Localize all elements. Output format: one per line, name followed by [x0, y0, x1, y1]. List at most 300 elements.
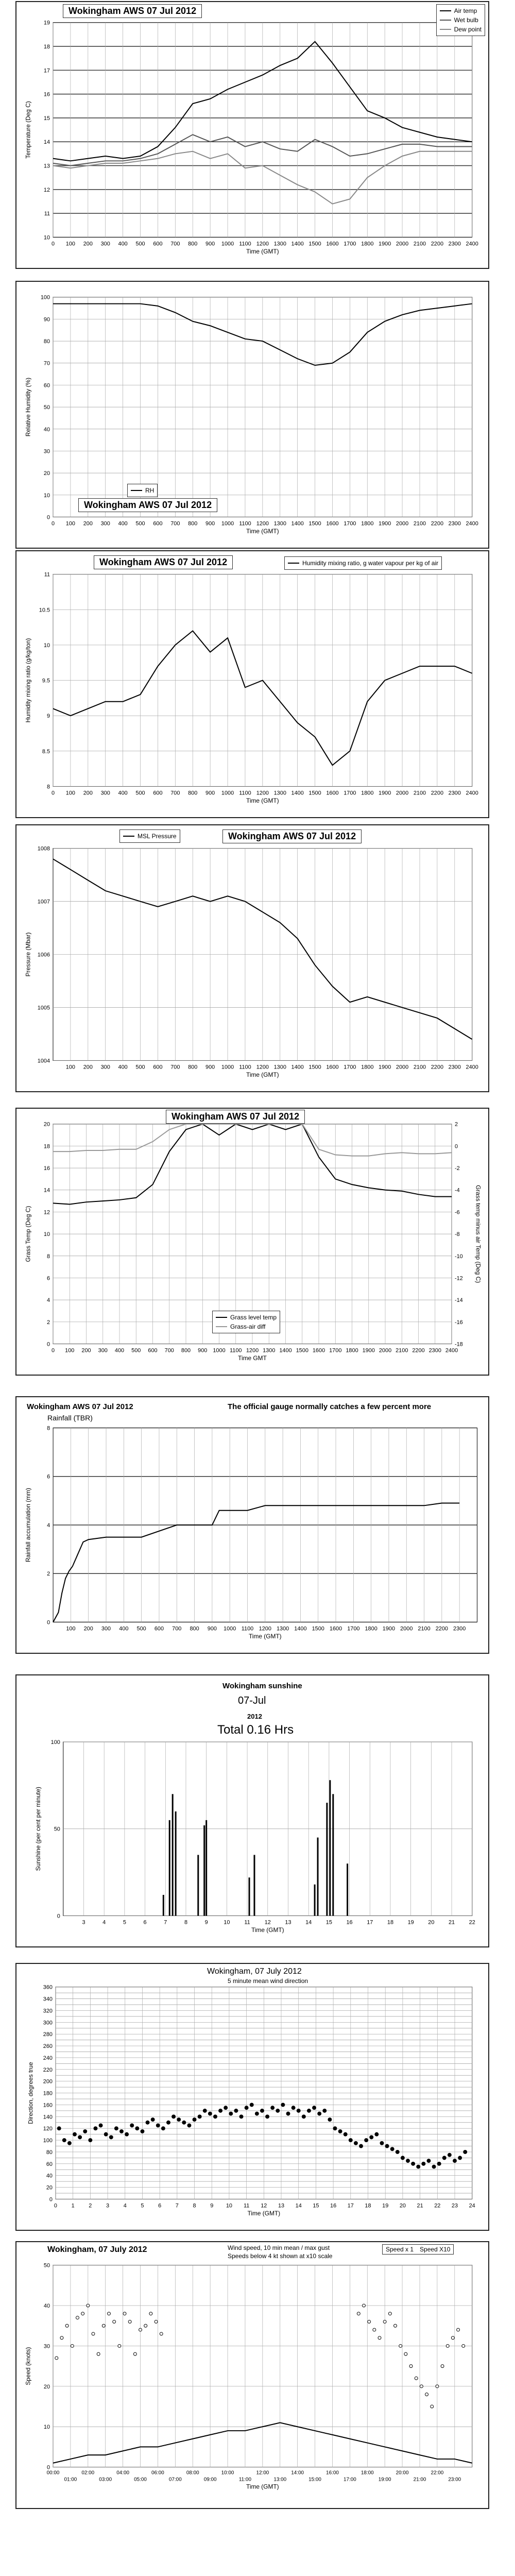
dir-point	[432, 2165, 436, 2168]
pres-ytick-label: 1006	[37, 952, 50, 958]
dir-point	[78, 2136, 82, 2139]
speed-point	[425, 2393, 428, 2396]
dir-point	[177, 2118, 181, 2122]
dir-point	[338, 2129, 342, 2133]
dir-ytick-label: 240	[43, 2055, 53, 2061]
grass-y2tick-label: -8	[454, 1231, 460, 1238]
wind-direction-plot	[16, 1964, 488, 2230]
dir-point	[214, 2115, 217, 2119]
dir-ytick-label: 220	[43, 2066, 53, 2073]
speed-point	[128, 2320, 131, 2323]
temp-xtick-label: 1700	[344, 241, 356, 247]
dir-xtick-label: 15	[313, 2202, 319, 2209]
rh-ytick-label: 90	[43, 316, 50, 323]
mix-xtick-label: 2000	[396, 790, 409, 796]
dir-ytick-label: 260	[43, 2043, 53, 2050]
mix-xtick-label: 600	[153, 790, 163, 796]
temp-xtick-label: 300	[100, 241, 110, 247]
rh-xtick-label: 1700	[344, 520, 356, 527]
grass-xtick-label: 1800	[346, 1347, 358, 1354]
dir-xtick-label: 24	[469, 2202, 475, 2209]
mix-xtick-label: 400	[118, 790, 128, 796]
rh-ytick-label: 10	[43, 492, 50, 499]
grass-ytick-label: 0	[46, 1341, 50, 1348]
sunshine-subtitle: 07-Jul	[238, 1695, 266, 1706]
grass-xtick-label: 1200	[246, 1347, 259, 1354]
dir-point	[114, 2127, 118, 2130]
rain-xtick-label: 1600	[329, 1625, 342, 1632]
mix-ytick-label: 9.5	[42, 677, 50, 684]
sun-xtick-label: 13	[285, 1919, 291, 1926]
grass-xtick-label: 500	[131, 1347, 141, 1354]
temp-ytick-label: 16	[43, 91, 50, 98]
speed-point	[154, 2320, 158, 2323]
legend-rh: RH	[145, 487, 154, 494]
grass-xtick-label: 200	[81, 1347, 91, 1354]
wind-speed-title: Wokingham, 07 July 2012	[47, 2245, 147, 2254]
rain-xtick-label: 100	[66, 1625, 76, 1632]
dir-xtick-label: 13	[278, 2202, 285, 2209]
sun-bar	[203, 1825, 205, 1916]
speed-point	[357, 2312, 360, 2315]
dir-point	[422, 2162, 425, 2165]
speed-point	[139, 2328, 142, 2331]
sun-xtick-label: 9	[204, 1919, 208, 1926]
grass-y2tick-label: -14	[454, 1297, 463, 1304]
rain-xtick-label: 700	[172, 1625, 182, 1632]
temp-ytick-label: 18	[43, 43, 50, 50]
mix-xtick-label: 700	[170, 790, 180, 796]
speed-point	[65, 2324, 68, 2327]
dir-point	[187, 2124, 191, 2127]
pres-xtick-label: 300	[100, 1064, 110, 1071]
dir-point	[193, 2118, 196, 2122]
dir-xtick-label: 18	[365, 2202, 371, 2209]
humidity-title: Wokingham AWS 07 Jul 2012	[78, 498, 217, 512]
temp-ytick-label: 12	[43, 187, 50, 193]
dir-xtick-label: 0	[54, 2202, 58, 2209]
rain-xtick-label: 2000	[400, 1625, 413, 1632]
rh-xtick-label: 1100	[239, 520, 251, 527]
speed-xtick-label: 01:00	[64, 2477, 77, 2483]
dir-point	[151, 2118, 154, 2122]
dir-point	[453, 2159, 457, 2163]
temp-xtick-label: 200	[83, 241, 93, 247]
dir-ytick-label: 180	[43, 2090, 53, 2097]
dir-point	[286, 2112, 290, 2115]
rain-ytick-label: 8	[47, 1425, 50, 1432]
temp-ytick-label: 14	[43, 139, 50, 146]
dir-point	[297, 2109, 300, 2112]
rain-ytick-label: 0	[47, 1619, 50, 1626]
speed-ytick-label: 30	[43, 2343, 50, 2350]
speed-point	[149, 2312, 152, 2315]
grass-xtick-label: 0	[51, 1347, 55, 1354]
grass-y2tick-label: -6	[454, 1209, 460, 1216]
speed-point	[415, 2377, 418, 2380]
pres-xtick-label: 1800	[361, 1064, 374, 1071]
speed-xtick-label: 14:00	[291, 2470, 304, 2476]
grass-y2tick-label: -18	[454, 1341, 463, 1348]
grass-xtick-label: 1100	[230, 1347, 242, 1354]
temp-ytick-label: 19	[43, 20, 50, 26]
mix-xtick-label: 1500	[308, 790, 321, 796]
grass-ytick-label: 8	[46, 1253, 50, 1260]
dir-xtick-label: 20	[399, 2202, 406, 2209]
dir-point	[448, 2153, 451, 2157]
temp-xtick-label: 1800	[361, 241, 374, 247]
temp-xtick-label: 1900	[379, 241, 391, 247]
rh-xtick-label: 1200	[256, 520, 269, 527]
rh-xtick-label: 1400	[291, 520, 304, 527]
dir-xtick-label: 22	[434, 2202, 441, 2209]
wind-direction-title: Wokingham, 07 July 2012	[207, 1967, 302, 1976]
dir-xtick-label: 10	[226, 2202, 233, 2209]
rainfall-plot	[16, 1397, 488, 1653]
speed-point	[92, 2332, 95, 2335]
dir-point	[89, 2139, 92, 2142]
dir-point	[417, 2165, 420, 2168]
legend-msl-pressure: MSL Pressure	[138, 833, 177, 840]
rh-ytick-label: 80	[43, 338, 50, 345]
rain-xtick-label: 1400	[294, 1625, 307, 1632]
grass-xtick-label: 900	[198, 1347, 208, 1354]
dir-point	[167, 2121, 170, 2124]
speed-xtick-label: 00:00	[46, 2470, 60, 2476]
pres-ytick-label: 1004	[37, 1058, 50, 1064]
grass-ytick-label: 18	[43, 1143, 50, 1150]
legend-wet-bulb: Wet bulb	[454, 16, 478, 24]
rainfall-note: The official gauge normally catches a few percent more	[228, 1402, 432, 1411]
temp-ytick-label: 15	[43, 115, 50, 122]
mix-xtick-label: 200	[83, 790, 93, 796]
dir-xtick-label: 3	[106, 2202, 110, 2209]
speed-xtick-label: 20:00	[396, 2470, 409, 2476]
wind-speed-plot	[16, 2242, 488, 2508]
speed-point	[133, 2352, 136, 2355]
speed-point	[462, 2344, 465, 2347]
grass-xtick-label: 2300	[428, 1347, 441, 1354]
legend-speed-x1: Speed x 1	[386, 2246, 414, 2253]
temp-xtick-label: 1200	[256, 241, 269, 247]
speed-ylabel: Speed (knots)	[24, 2347, 32, 2385]
mix-ytick-label: 8	[46, 784, 50, 790]
dir-point	[442, 2156, 446, 2160]
temp-xtick-label: 2000	[396, 241, 409, 247]
legend-air-temp: Air temp	[454, 7, 477, 14]
grass-xtick-label: 600	[148, 1347, 158, 1354]
dir-point	[229, 2112, 233, 2115]
rain-ytick-label: 4	[47, 1522, 50, 1529]
rain-ytick-label: 2	[47, 1571, 50, 1578]
grass-y2tick-label: -12	[454, 1275, 463, 1282]
pres-ytick-label: 1005	[37, 1005, 50, 1011]
mix-xtick-label: 1000	[221, 790, 234, 796]
dir-ytick-label: 0	[49, 2196, 53, 2203]
dir-point	[94, 2127, 97, 2130]
sun-xtick-label: 6	[143, 1919, 147, 1926]
sun-bar	[175, 1811, 177, 1916]
mix-ytick-label: 11	[44, 571, 50, 578]
rh-xtick-label: 1500	[308, 520, 321, 527]
mix-xtick-label: 800	[188, 790, 198, 796]
dir-ytick-label: 20	[46, 2184, 53, 2191]
speed-xtick-label: 18:00	[360, 2470, 374, 2476]
speed-xtick-label: 04:00	[116, 2470, 130, 2476]
rh-ytick-label: 40	[43, 426, 50, 433]
rain-xtick-label: 1000	[224, 1625, 236, 1632]
dir-point	[406, 2159, 410, 2163]
dir-ytick-label: 300	[43, 2020, 53, 2026]
grass-xtick-label: 400	[114, 1347, 125, 1354]
dir-point	[260, 2109, 264, 2112]
dir-point	[385, 2144, 389, 2148]
legend-speed-x10: Speed X10	[420, 2246, 451, 2253]
pres-xtick-label: 2400	[466, 1064, 478, 1071]
grass-xtick-label: 100	[65, 1347, 75, 1354]
rh-xlabel: Time (GMT)	[246, 528, 279, 535]
speed-xtick-label: 06:00	[151, 2470, 164, 2476]
mix-xtick-label: 1600	[326, 790, 339, 796]
sun-xtick-label: 17	[367, 1919, 373, 1926]
temp-xtick-label: 1400	[291, 241, 304, 247]
rh-xtick-label: 900	[205, 520, 215, 527]
sun-bar	[329, 1780, 331, 1916]
dir-ytick-label: 320	[43, 2008, 53, 2014]
grass-y2tick-label: -16	[454, 1319, 463, 1326]
speed-xtick-label: 19:00	[378, 2477, 391, 2483]
dir-point	[291, 2106, 295, 2110]
sun-bar	[332, 1794, 334, 1916]
dir-xtick-label: 21	[417, 2202, 423, 2209]
rh-xtick-label: 1000	[221, 520, 234, 527]
mixing-ratio-title: Wokingham AWS 07 Jul 2012	[94, 555, 233, 569]
rain-xtick-label: 1700	[347, 1625, 360, 1632]
speed-point	[97, 2352, 100, 2355]
speed-xtick-label: 15:00	[308, 2477, 321, 2483]
pres-ylabel: Pressure (Mbar)	[24, 932, 32, 977]
pres-xtick-label: 900	[205, 1064, 215, 1071]
rh-xtick-label: 1600	[326, 520, 339, 527]
rain-xtick-label: 300	[101, 1625, 111, 1632]
dir-point	[318, 2112, 321, 2115]
grass-xtick-label: 1400	[279, 1347, 292, 1354]
speed-xtick-label: 11:00	[238, 2477, 251, 2483]
sun-bar	[314, 1885, 316, 1916]
dir-point	[224, 2106, 228, 2110]
mix-xtick-label: 100	[65, 790, 76, 796]
sun-xtick-label: 20	[428, 1919, 435, 1926]
speed-xtick-label: 05:00	[134, 2477, 147, 2483]
pres-xtick-label: 400	[118, 1064, 128, 1071]
dir-ytick-label: 200	[43, 2078, 53, 2085]
rh-xtick-label: 300	[100, 520, 110, 527]
dir-xlabel: Time (GMT)	[247, 2210, 281, 2217]
dir-point	[390, 2147, 394, 2151]
pres-xtick-label: 1500	[308, 1064, 321, 1071]
speed-xtick-label: 12:00	[256, 2470, 269, 2476]
speed-point	[388, 2312, 391, 2315]
rh-xtick-label: 800	[188, 520, 198, 527]
temp-xtick-label: 900	[205, 241, 215, 247]
temp-xtick-label: 2300	[448, 241, 461, 247]
grass-y2tick-label: 2	[454, 1121, 458, 1128]
speed-point	[71, 2344, 74, 2347]
dir-point	[83, 2129, 87, 2133]
pressure-title: Wokingham AWS 07 Jul 2012	[222, 829, 362, 843]
mix-ytick-label: 10.5	[39, 607, 50, 614]
sun-xtick-label: 7	[164, 1919, 167, 1926]
mix-xtick-label: 1200	[256, 790, 269, 796]
dir-point	[245, 2106, 248, 2110]
speed-xtick-label: 09:00	[203, 2477, 217, 2483]
grass-ytick-label: 10	[43, 1231, 50, 1238]
dir-point	[375, 2132, 379, 2136]
temp-xtick-label: 1600	[326, 241, 339, 247]
dir-point	[370, 2136, 373, 2139]
sun-xtick-label: 11	[244, 1919, 250, 1926]
sunshine-chart	[15, 1674, 489, 1947]
dir-point	[464, 2150, 467, 2154]
dir-ytick-label: 140	[43, 2114, 53, 2121]
pres-xtick-label: 1300	[273, 1064, 286, 1071]
rh-xtick-label: 600	[153, 520, 163, 527]
speed-xlabel: Time (GMT)	[246, 2483, 279, 2490]
dir-point	[333, 2127, 337, 2130]
grass-y2tick-label: -4	[454, 1187, 460, 1194]
temp-ytick-label: 11	[44, 211, 50, 217]
grass-temp-chart	[15, 1108, 489, 1376]
speed-xtick-label: 02:00	[81, 2470, 95, 2476]
dir-xtick-label: 5	[141, 2202, 144, 2209]
speed-xtick-label: 16:00	[326, 2470, 339, 2476]
speed-xtick-label: 08:00	[186, 2470, 199, 2476]
dir-ylabel: Direction, degrees true	[27, 2062, 35, 2124]
grass-ytick-label: 2	[46, 1319, 50, 1326]
dir-point	[182, 2121, 186, 2124]
dir-point	[104, 2132, 108, 2136]
temp-xtick-label: 1500	[308, 241, 321, 247]
dir-point	[458, 2156, 462, 2160]
sun-xtick-label: 21	[448, 1919, 455, 1926]
pressure-chart	[15, 824, 489, 1092]
mix-xtick-label: 1700	[344, 790, 356, 796]
speed-point	[60, 2336, 63, 2340]
speed-point	[436, 2385, 439, 2388]
dir-point	[401, 2156, 404, 2160]
temp-xtick-label: 500	[135, 241, 145, 247]
mixing-ratio-chart	[15, 550, 489, 818]
dir-point	[203, 2109, 207, 2112]
grass-ytick-label: 12	[43, 1209, 50, 1216]
dir-xtick-label: 7	[175, 2202, 179, 2209]
sun-bar	[205, 1820, 207, 1916]
dir-xtick-label: 11	[243, 2202, 250, 2209]
temp-ylabel: Temperature (Deg C)	[24, 101, 32, 159]
rh-ytick-label: 100	[40, 294, 50, 301]
sun-xtick-label: 10	[224, 1919, 230, 1926]
speed-point	[102, 2324, 105, 2327]
temp-xtick-label: 800	[188, 241, 198, 247]
speed-point	[446, 2344, 449, 2347]
mix-xtick-label: 900	[205, 790, 215, 796]
sun-xtick-label: 22	[469, 1919, 475, 1926]
mix-ytick-label: 9	[46, 713, 50, 720]
dir-xtick-label: 14	[295, 2202, 302, 2209]
dir-point	[271, 2106, 274, 2110]
dir-ytick-label: 160	[43, 2102, 53, 2109]
dir-point	[281, 2103, 285, 2107]
dir-point	[135, 2127, 139, 2130]
dir-xtick-label: 9	[210, 2202, 214, 2209]
grass-xtick-label: 1600	[312, 1347, 325, 1354]
rain-xtick-label: 800	[190, 1625, 199, 1632]
grass-xtick-label: 2400	[445, 1347, 458, 1354]
temp-xtick-label: 2400	[466, 241, 478, 247]
rh-xtick-label: 700	[170, 520, 180, 527]
dir-ytick-label: 100	[43, 2138, 53, 2144]
grass-xtick-label: 1300	[263, 1347, 276, 1354]
speed-xtick-label: 21:00	[413, 2477, 426, 2483]
sun-ytick-label: 0	[57, 1913, 60, 1920]
grass-xtick-label: 1900	[362, 1347, 375, 1354]
sun-bar	[172, 1794, 174, 1916]
sun-bar	[326, 1803, 328, 1916]
sun-xtick-label: 19	[407, 1919, 414, 1926]
grass-ytick-label: 20	[43, 1121, 50, 1128]
rh-xtick-label: 400	[118, 520, 128, 527]
dir-point	[276, 2109, 280, 2112]
speed-ytick-label: 20	[43, 2383, 50, 2390]
dir-point	[146, 2121, 149, 2124]
grass-xtick-label: 800	[181, 1347, 191, 1354]
speed-xtick-label: 17:00	[343, 2477, 356, 2483]
dir-point	[313, 2106, 316, 2110]
dir-point	[198, 2115, 201, 2119]
pres-xtick-label: 700	[170, 1064, 180, 1071]
grass-xtick-label: 1000	[213, 1347, 226, 1354]
wind-speed-chart	[15, 2241, 489, 2509]
rain-xtick-label: 1200	[259, 1625, 271, 1632]
mix-xtick-label: 1800	[361, 790, 374, 796]
dir-point	[255, 2112, 259, 2115]
rain-xtick-label: 400	[119, 1625, 129, 1632]
dir-xtick-label: 19	[382, 2202, 389, 2209]
speed-point	[378, 2336, 381, 2340]
speed-xtick-label: 07:00	[168, 2477, 182, 2483]
sun-ylabel: Sunshine (per cent per minute)	[35, 1787, 42, 1871]
rh-xtick-label: 1800	[361, 520, 374, 527]
rh-xtick-label: 500	[135, 520, 145, 527]
rh-ytick-label: 0	[46, 514, 50, 521]
speed-point	[123, 2312, 126, 2315]
mix-xtick-label: 1300	[273, 790, 286, 796]
grass-ytick-label: 6	[46, 1275, 50, 1282]
speed-point	[55, 2357, 58, 2360]
rh-ytick-label: 60	[43, 382, 50, 389]
grass-y2tick-label: 0	[454, 1143, 458, 1150]
sunshine-title: Wokingham sunshine	[222, 1682, 302, 1690]
sun-bar	[249, 1877, 250, 1916]
temp-ytick-label: 13	[43, 163, 50, 170]
pres-xlabel: Time (GMT)	[246, 1071, 279, 1079]
speed-xtick-label: 22:00	[431, 2470, 444, 2476]
temperature-chart	[15, 1, 489, 269]
mix-xtick-label: 0	[51, 790, 55, 796]
pres-xtick-label: 1700	[344, 1064, 356, 1071]
sun-xtick-label: 16	[346, 1919, 353, 1926]
rain-ylabel: Rainfall accumulation (mm)	[24, 1487, 32, 1563]
